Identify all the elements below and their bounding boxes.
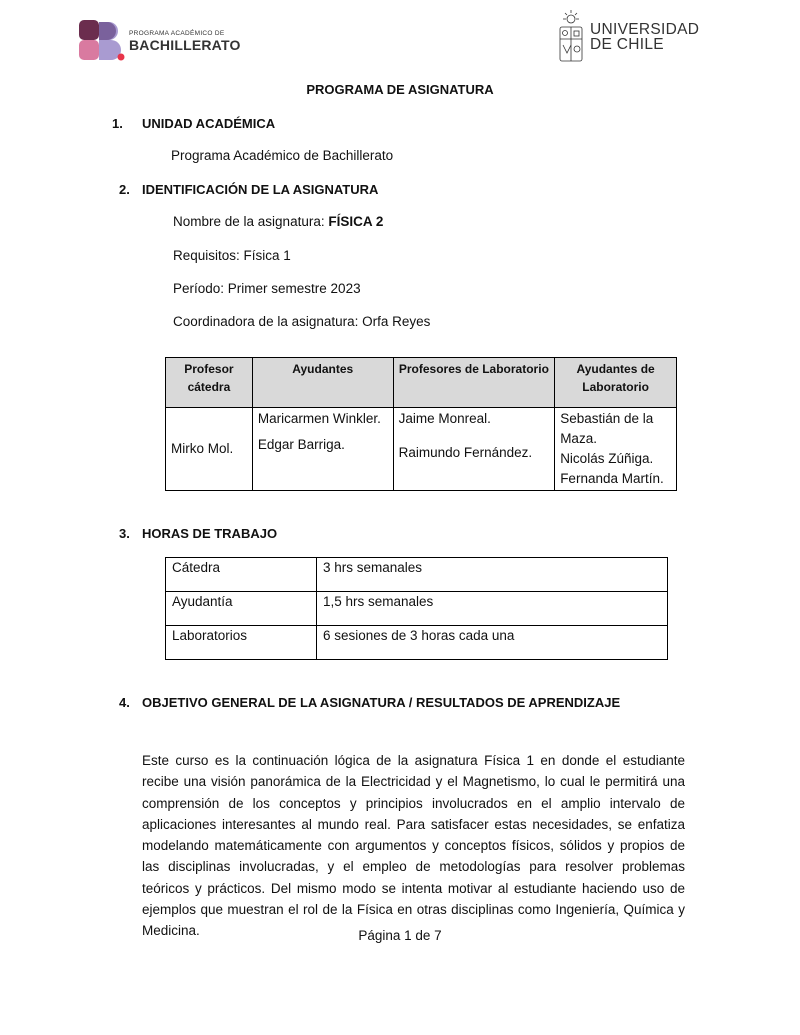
section-2-heading: IDENTIFICACIÓN DE LA ASIGNATURA <box>142 182 379 197</box>
section-2-number: 2. <box>119 182 130 197</box>
hours-value: 6 sesiones de 3 horas cada una <box>317 626 668 660</box>
hours-row <box>166 558 668 592</box>
section-1-heading: UNIDAD ACADÉMICA <box>142 116 276 131</box>
university-name-line1: UNIVERSIDAD <box>590 21 700 38</box>
objetivo-paragraph: Este curso es la continuación lógica de la asignatura Física 1 en donde el estudiante recibe una visión panorámica de la Electricidad y el Magnetismo, lo cual le permitirá una comprensión de los conceptos y principios involucrados en el amplio intervalo de aplicaciones interesantes al mundo real. Para satisfacer estas necesidades, se enfatiza modelando matemáticamente con argumentos y conceptos físicos, sólidos y propios de las disciplinas involucradas, y el empleo de metodologías para resolver problemas teóricos y prácticos. Del mismo modo se intenta motivar al estudiante haciendo uso de ejemplos que muestran el rol de la Física en otras disciplinas como Ingeniería, Química y Medicina. <box>142 753 685 939</box>
university-name-line2: DE CHILE <box>590 36 664 53</box>
coordinadora-line: Coordinadora de la asignatura: Orfa Reyes <box>173 314 431 329</box>
staff-table <box>165 357 677 491</box>
section-3-heading: HORAS DE TRABAJO <box>142 526 278 541</box>
header-profesor: Profesor cátedra <box>166 358 253 408</box>
logo-big-text: BACHILLERATO <box>129 36 241 53</box>
document-title: PROGRAMA DE ASIGNATURA <box>306 82 494 97</box>
section-3-number: 3. <box>119 526 130 541</box>
nombre-label: Nombre de la asignatura: <box>173 214 329 229</box>
profesor-cell: Mirko Mol. <box>166 408 253 491</box>
header-prof-lab: Profesores de Laboratorio <box>393 358 555 408</box>
ayudante-1: Maricarmen Winkler. <box>257 411 381 426</box>
header-ayud-lab: Ayudantes de Laboratorio <box>555 358 677 408</box>
ayud-lab-cell <box>555 408 677 491</box>
ayudantes-cell <box>252 408 393 491</box>
bachillerato-logo <box>79 20 241 62</box>
hours-label: Laboratorios <box>166 626 317 660</box>
hours-label: Cátedra <box>166 558 317 592</box>
header-ayudantes: Ayudantes <box>252 358 393 408</box>
staff-table-header-row <box>166 358 677 408</box>
prof-lab-1: Jaime Monreal. <box>398 411 491 426</box>
prof-lab-cell <box>393 408 555 491</box>
periodo-line: Período: Primer semestre 2023 <box>173 281 361 296</box>
section-4-heading: OBJETIVO GENERAL DE LA ASIGNATURA / RESULTADOS DE APRENDIZAJE <box>142 695 621 710</box>
staff-table-row <box>166 408 677 491</box>
ayudante-2: Edgar Barriga. <box>257 437 345 452</box>
unidad-academica-text: Programa Académico de Bachillerato <box>171 148 394 163</box>
nombre-asignatura-line <box>173 214 383 229</box>
ayud-lab-2: Nicolás Zúñiga. <box>560 451 654 466</box>
section-4-number: 4. <box>119 695 130 710</box>
university-seal-icon <box>557 9 585 65</box>
hours-row <box>166 626 668 660</box>
requisitos-line: Requisitos: Física 1 <box>173 248 291 263</box>
hours-row <box>166 592 668 626</box>
universidad-de-chile-logo <box>557 8 699 66</box>
ayud-lab-3: Fernanda Martín. <box>560 471 664 486</box>
hours-value: 3 hrs semanales <box>317 558 668 592</box>
hours-label: Ayudantía <box>166 592 317 626</box>
prof-lab-2: Raimundo Fernández. <box>398 445 533 460</box>
hours-value: 1,5 hrs semanales <box>317 592 668 626</box>
section-1-number: 1. <box>112 116 123 131</box>
nombre-value: FÍSICA 2 <box>328 214 384 229</box>
hours-table <box>165 557 668 660</box>
ayud-lab-1: Sebastián de la Maza. <box>560 411 654 446</box>
page-number: Página 1 de 7 <box>358 928 442 943</box>
bachillerato-logo-mark-icon <box>79 20 127 62</box>
logo-small-text: PROGRAMA ACADÉMICO DE <box>129 29 225 37</box>
